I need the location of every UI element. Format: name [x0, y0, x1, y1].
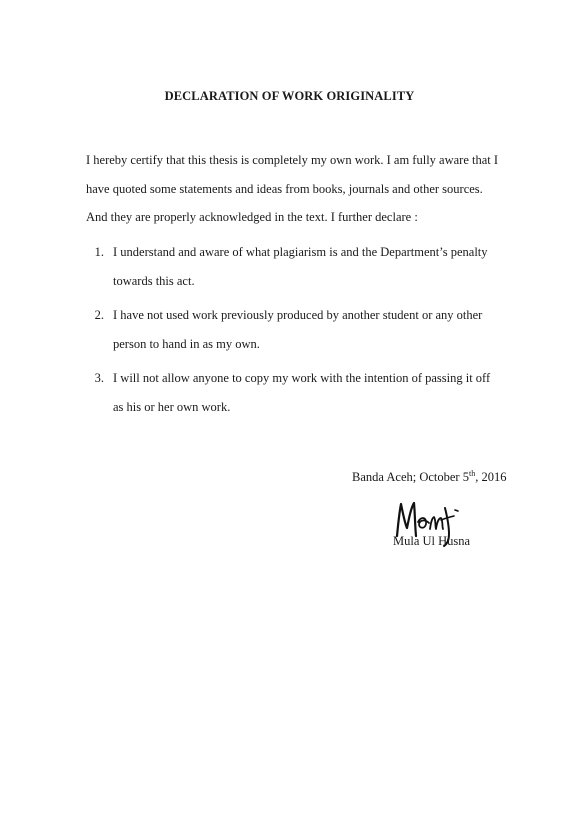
list-item-line: as his or her own work.: [113, 399, 231, 414]
list-item-line: towards this act.: [113, 273, 195, 288]
list-item: [86, 364, 526, 421]
date-ordinal-suffix: th: [468, 468, 476, 478]
page-title: DECLARATION OF WORK ORIGINALITY: [164, 89, 415, 103]
intro-line: I hereby certify that this thesis is completely my own work. I am fully aware that I: [86, 153, 499, 167]
declaration-list: [86, 238, 526, 427]
list-number: 3.: [94, 371, 104, 385]
intro-line: And they are properly acknowledged in the text. I further declare :: [86, 210, 418, 224]
list-item-line: I have not used work previously produced by another student or any other: [113, 308, 483, 322]
list-item-line: I understand and aware of what plagiarism is and the Department’s penalty: [113, 245, 488, 259]
list-number: 1.: [94, 245, 104, 259]
list-item: [86, 238, 526, 295]
place-date-prefix: Banda Aceh; October 5: [352, 470, 469, 484]
place-date-year: , 2016: [475, 470, 507, 484]
place-and-date: [352, 470, 506, 485]
intro-line: have quoted some statements and ideas from books, journals and other sources.: [86, 181, 483, 196]
signer-name: Mula Ul Husna: [393, 534, 471, 548]
intro-paragraph: [86, 146, 526, 232]
list-number: 2.: [94, 308, 104, 322]
list-item: [86, 301, 526, 358]
list-item-line: person to hand in as my own.: [113, 336, 260, 351]
list-item-line: I will not allow anyone to copy my work with the intention of passing it off: [113, 371, 491, 385]
